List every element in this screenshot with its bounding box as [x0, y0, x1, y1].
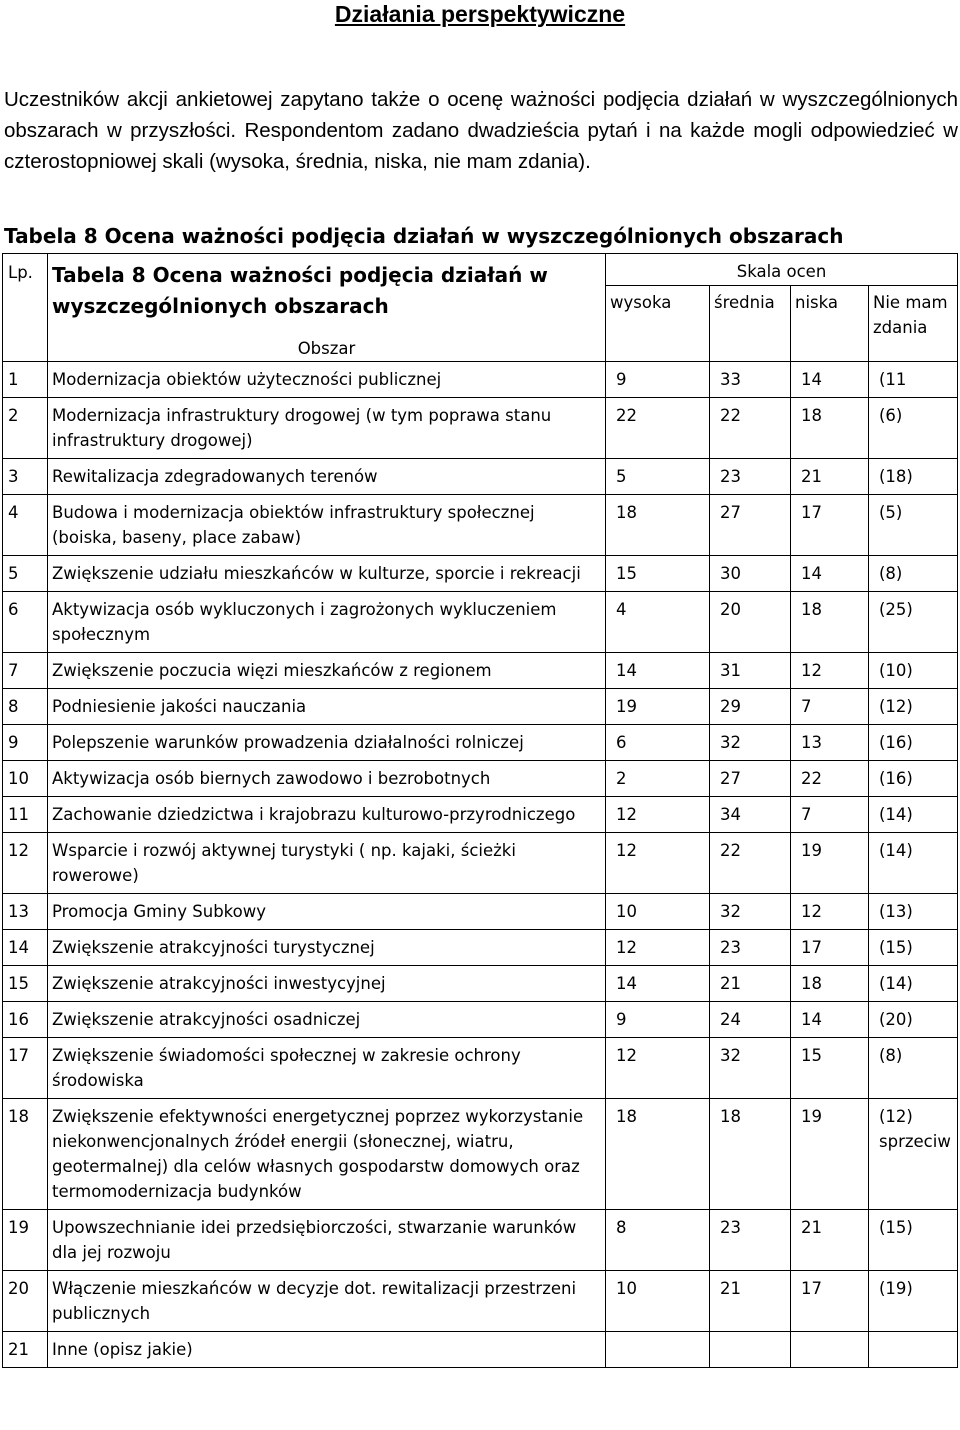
- row-high: 12: [606, 1038, 710, 1099]
- row-area: Zwiększenie efektywności energetycznej poprzez wykorzystanie niekonwencjonalnych źródeł energii (słonecznej, wiatru, geotermalnej) dla celów własnych gospodarstw domowych oraz termomodernizacja budynków: [48, 1099, 606, 1210]
- row-number: 21: [3, 1332, 48, 1368]
- row-no-opinion: (12): [869, 689, 958, 725]
- row-low: 12: [791, 653, 869, 689]
- row-low: 18: [791, 398, 869, 459]
- row-no-opinion: (14): [869, 966, 958, 1002]
- row-no-opinion: (5): [869, 495, 958, 556]
- row-area: Zwiększenie atrakcyjności turystycznej: [48, 930, 606, 966]
- row-number: 16: [3, 1002, 48, 1038]
- row-area: Włączenie mieszkańców w decyzje dot. rewitalizacji przestrzeni publicznych: [48, 1271, 606, 1332]
- intro-paragraph: Uczestników akcji ankietowej zapytano także o ocenę ważności podjęcia działań w wyszczególnionych obszarach w przyszłości. Respondentom zadano dwadzieścia pytań i na każde mogli odpowiedzieć w czterostopniowej skali (wysoka, średnia, niska, nie mam zdania).: [4, 88, 958, 173]
- row-medium: 30: [710, 556, 791, 592]
- row-medium: 27: [710, 495, 791, 556]
- row-no-opinion: (15): [869, 930, 958, 966]
- row-medium: 21: [710, 1271, 791, 1332]
- table-row: [3, 1038, 958, 1099]
- row-number: 10: [3, 761, 48, 797]
- row-low: 19: [791, 1099, 869, 1210]
- row-area: Inne (opisz jakie): [48, 1332, 606, 1368]
- row-low: 7: [791, 797, 869, 833]
- table-caption: Tabela 8 Ocena ważności podjęcia działań w wyszczególnionych obszarach: [4, 224, 844, 248]
- row-high: 12: [606, 833, 710, 894]
- table-row: [3, 495, 958, 556]
- row-area: Zwiększenie świadomości społecznej w zakresie ochrony środowiska: [48, 1038, 606, 1099]
- row-no-opinion: (19): [869, 1271, 958, 1332]
- table-row: [3, 556, 958, 592]
- row-number: 3: [3, 459, 48, 495]
- row-number: 12: [3, 833, 48, 894]
- table-row: [3, 966, 958, 1002]
- row-area: Zwiększenie poczucia więzi mieszkańców z regionem: [48, 653, 606, 689]
- row-number: 13: [3, 894, 48, 930]
- row-no-opinion: (25): [869, 592, 958, 653]
- row-no-opinion: (15): [869, 1210, 958, 1271]
- header-high: wysoka: [606, 286, 710, 362]
- table-row: [3, 592, 958, 653]
- row-area: Budowa i modernizacja obiektów infrastruktury społecznej (boiska, baseny, place zabaw): [48, 495, 606, 556]
- row-no-opinion: (6): [869, 398, 958, 459]
- row-no-opinion: (13): [869, 894, 958, 930]
- row-no-opinion: [869, 1332, 958, 1368]
- row-medium: 27: [710, 761, 791, 797]
- row-high: 6: [606, 725, 710, 761]
- header-low: niska: [791, 286, 869, 362]
- header-medium: średnia: [710, 286, 791, 362]
- row-medium: 23: [710, 930, 791, 966]
- row-low: 22: [791, 761, 869, 797]
- row-no-opinion: (12) sprzeciw: [869, 1099, 958, 1210]
- row-high: 10: [606, 1271, 710, 1332]
- row-no-opinion: (8): [869, 1038, 958, 1099]
- header-lp: Lp.: [3, 254, 48, 362]
- row-low: 21: [791, 1210, 869, 1271]
- row-low: 13: [791, 725, 869, 761]
- table-row: [3, 797, 958, 833]
- row-number: 1: [3, 362, 48, 398]
- row-low: 14: [791, 1002, 869, 1038]
- row-medium: 32: [710, 894, 791, 930]
- page-title: Działania perspektywiczne: [334, 1, 626, 27]
- row-area: Aktywizacja osób biernych zawodowo i bezrobotnych: [48, 761, 606, 797]
- row-number: 15: [3, 966, 48, 1002]
- row-low: 19: [791, 833, 869, 894]
- row-high: 4: [606, 592, 710, 653]
- row-high: 10: [606, 894, 710, 930]
- row-medium: 32: [710, 725, 791, 761]
- row-medium: 23: [710, 459, 791, 495]
- row-medium: [710, 1332, 791, 1368]
- row-low: 17: [791, 930, 869, 966]
- row-low: 18: [791, 592, 869, 653]
- row-number: 6: [3, 592, 48, 653]
- row-high: 14: [606, 653, 710, 689]
- row-no-opinion: (16): [869, 725, 958, 761]
- row-high: 18: [606, 495, 710, 556]
- row-low: 14: [791, 556, 869, 592]
- row-number: 11: [3, 797, 48, 833]
- row-number: 8: [3, 689, 48, 725]
- row-area: Modernizacja infrastruktury drogowej (w tym poprawa stanu infrastruktury drogowej): [48, 398, 606, 459]
- row-area: Polepszenie warunków prowadzenia działalności rolniczej: [48, 725, 606, 761]
- table-row: [3, 653, 958, 689]
- row-no-opinion: (11: [869, 362, 958, 398]
- row-area: Zwiększenie atrakcyjności inwestycyjnej: [48, 966, 606, 1002]
- table-row: [3, 1210, 958, 1271]
- row-low: 17: [791, 1271, 869, 1332]
- row-medium: 31: [710, 653, 791, 689]
- row-area: Modernizacja obiektów użyteczności publicznej: [48, 362, 606, 398]
- row-no-opinion: (14): [869, 797, 958, 833]
- row-number: 7: [3, 653, 48, 689]
- row-number: 17: [3, 1038, 48, 1099]
- table-row: [3, 459, 958, 495]
- row-number: 19: [3, 1210, 48, 1271]
- row-medium: 29: [710, 689, 791, 725]
- row-high: [606, 1332, 710, 1368]
- row-high: 19: [606, 689, 710, 725]
- row-area: Wsparcie i rozwój aktywnej turystyki ( np. kajaki, ścieżki rowerowe): [48, 833, 606, 894]
- table-row: [3, 1332, 958, 1368]
- row-medium: 20: [710, 592, 791, 653]
- table-row: [3, 930, 958, 966]
- table-row: [3, 1002, 958, 1038]
- table-row: [3, 1271, 958, 1332]
- table-row: [3, 362, 958, 398]
- row-high: 9: [606, 1002, 710, 1038]
- row-medium: 24: [710, 1002, 791, 1038]
- row-low: 7: [791, 689, 869, 725]
- row-number: 5: [3, 556, 48, 592]
- row-medium: 32: [710, 1038, 791, 1099]
- row-medium: 21: [710, 966, 791, 1002]
- row-medium: 33: [710, 362, 791, 398]
- row-number: 4: [3, 495, 48, 556]
- row-no-opinion: (18): [869, 459, 958, 495]
- table-row: [3, 894, 958, 930]
- row-high: 2: [606, 761, 710, 797]
- row-medium: 34: [710, 797, 791, 833]
- row-low: 14: [791, 362, 869, 398]
- header-scale: Skala ocen: [606, 254, 958, 286]
- row-area: Promocja Gminy Subkowy: [48, 894, 606, 930]
- ratings-table: [2, 253, 958, 1368]
- row-no-opinion: (16): [869, 761, 958, 797]
- row-area: Podniesienie jakości nauczania: [48, 689, 606, 725]
- row-high: 22: [606, 398, 710, 459]
- table-row: [3, 833, 958, 894]
- row-no-opinion: (8): [869, 556, 958, 592]
- row-area: Rewitalizacja zdegradowanych terenów: [48, 459, 606, 495]
- header-area: Obszar: [297, 339, 356, 358]
- table-row: [3, 761, 958, 797]
- row-area: Zwiększenie atrakcyjności osadniczej: [48, 1002, 606, 1038]
- row-high: 8: [606, 1210, 710, 1271]
- row-no-opinion: (14): [869, 833, 958, 894]
- table-body: [3, 362, 958, 1368]
- row-low: 15: [791, 1038, 869, 1099]
- table-row: [3, 725, 958, 761]
- row-high: 9: [606, 362, 710, 398]
- row-no-opinion: (20): [869, 1002, 958, 1038]
- row-number: 14: [3, 930, 48, 966]
- row-number: 9: [3, 725, 48, 761]
- header-table-title: Tabela 8 Ocena ważności podjęcia działań w wyszczególnionych obszarach: [52, 263, 548, 318]
- row-area: Zwiększenie udziału mieszkańców w kulturze, sporcie i rekreacji: [48, 556, 606, 592]
- row-medium: 18: [710, 1099, 791, 1210]
- row-number: 20: [3, 1271, 48, 1332]
- header-no-opinion: Nie mam zdania: [869, 286, 958, 362]
- row-medium: 22: [710, 398, 791, 459]
- row-low: 18: [791, 966, 869, 1002]
- row-low: 21: [791, 459, 869, 495]
- row-high: 12: [606, 930, 710, 966]
- table-row: [3, 398, 958, 459]
- row-low: 12: [791, 894, 869, 930]
- row-high: 5: [606, 459, 710, 495]
- row-area: Upowszechnianie idei przedsiębiorczości, stwarzanie warunków dla jej rozwoju: [48, 1210, 606, 1271]
- row-number: 18: [3, 1099, 48, 1210]
- table-row: [3, 689, 958, 725]
- row-high: 15: [606, 556, 710, 592]
- row-high: 18: [606, 1099, 710, 1210]
- row-low: [791, 1332, 869, 1368]
- table-row: [3, 1099, 958, 1210]
- row-low: 17: [791, 495, 869, 556]
- row-no-opinion: (10): [869, 653, 958, 689]
- row-area: Zachowanie dziedzictwa i krajobrazu kulturowo-przyrodniczego: [48, 797, 606, 833]
- header-area-cell: [48, 254, 606, 362]
- row-medium: 23: [710, 1210, 791, 1271]
- row-high: 12: [606, 797, 710, 833]
- row-area: Aktywizacja osób wykluczonych i zagrożonych wykluczeniem społecznym: [48, 592, 606, 653]
- row-number: 2: [3, 398, 48, 459]
- row-medium: 22: [710, 833, 791, 894]
- row-high: 14: [606, 966, 710, 1002]
